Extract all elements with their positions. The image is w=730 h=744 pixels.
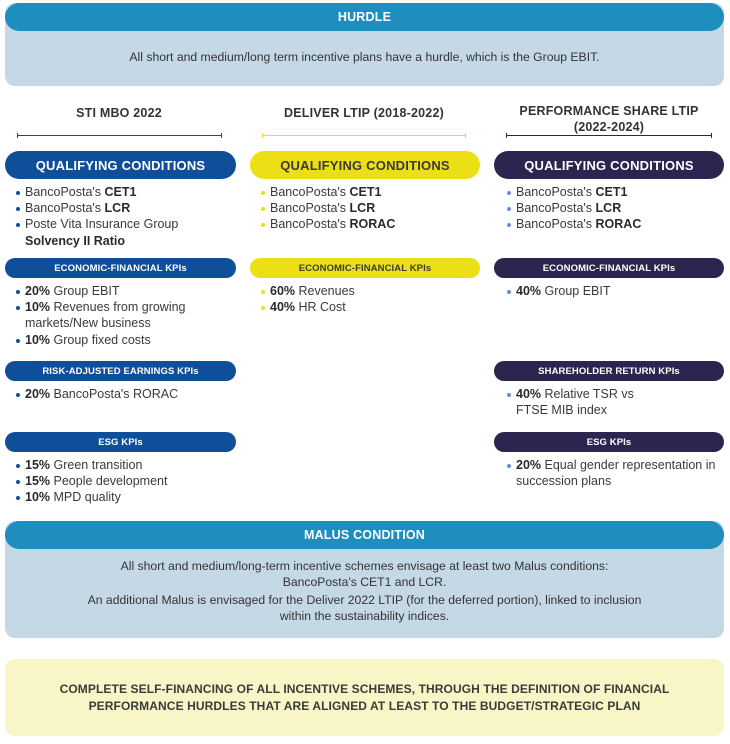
sti-esg-list [15, 457, 235, 506]
list-item: BancoPosta's CET1 [15, 184, 235, 200]
deliver-qualifying-title: QUALIFYING CONDITIONS [250, 151, 480, 179]
list-item: BancoPosta's CET1 [506, 184, 724, 200]
footer-line2: PERFORMANCE HURDLES THAT ARE ALIGNED AT LEAST TO THE BUDGET/STRATEGIC PLAN [88, 698, 641, 713]
psp-tsr-title: SHAREHOLDER RETURN KPIs [494, 361, 724, 381]
sti-risk-list [15, 386, 235, 402]
deliver-divider [262, 135, 466, 136]
psp-esg-title: ESG KPIs [494, 432, 724, 452]
list-item: 40% Group EBIT [506, 283, 724, 299]
list-item: 10% Group fixed costs [15, 332, 220, 348]
list-item: BancoPosta's LCR [260, 200, 478, 216]
sti-risk-title: RISK-ADJUSTED EARNINGS KPIs [5, 361, 236, 381]
malus-line2: BancoPosta's CET1 and LCR. [282, 574, 447, 589]
list-item: 15% Green transition [15, 457, 235, 473]
malus-panel [5, 521, 724, 638]
malus-text [5, 559, 724, 624]
deliver-qualifying-list [260, 184, 478, 233]
sti-econ-list [15, 283, 220, 348]
list-item: BancoPosta's LCR [506, 200, 724, 216]
psp-column-title [494, 103, 724, 135]
psp-econ-title: ECONOMIC-FINANCIAL KPIs [494, 258, 724, 278]
deliver-column-title: DELIVER LTIP (2018-2022) [284, 106, 444, 120]
list-item: 10% Revenues from growing markets/New business [15, 299, 220, 331]
deliver-econ-list [260, 283, 478, 315]
list-item: 20% Equal gender representation in succession plans [506, 457, 724, 489]
psp-divider [506, 135, 712, 136]
list-item: BancoPosta's RORAC [260, 216, 478, 232]
sti-esg-title: ESG KPIs [5, 432, 236, 452]
list-item: 15% People development [15, 473, 235, 489]
psp-title-line1: PERFORMANCE SHARE LTIP [519, 104, 699, 118]
psp-qualifying-title: QUALIFYING CONDITIONS [494, 151, 724, 179]
sti-divider [17, 135, 222, 136]
list-item: 20% BancoPosta's RORAC [15, 386, 235, 402]
list-item: 20% Group EBIT [15, 283, 220, 299]
psp-qualifying-list [506, 184, 724, 233]
sti-qualifying-list [15, 184, 235, 249]
footer-line1: COMPLETE SELF-FINANCING OF ALL INCENTIVE SCHEMES, THROUGH THE DEFINITION OF FINANCIAL [59, 681, 670, 696]
deliver-econ-title: ECONOMIC-FINANCIAL KPIs [250, 258, 480, 278]
malus-line3: An additional Malus is envisaged for the Deliver 2022 LTIP (for the deferred portion), linked to inclusion [87, 593, 642, 607]
self-financing-panel [5, 659, 724, 736]
list-item: 40% Relative TSR vs FTSE MIB index [506, 386, 656, 418]
list-item: 10% MPD quality [15, 489, 235, 505]
list-item: BancoPosta's LCR [15, 200, 235, 216]
psp-title-line2: (2022-2024) [573, 120, 645, 134]
list-item: BancoPosta's CET1 [260, 184, 478, 200]
sti-qualifying-title: QUALIFYING CONDITIONS [5, 151, 236, 179]
hurdle-title: HURDLE [5, 3, 724, 31]
hurdle-panel [5, 3, 724, 86]
sti-econ-title: ECONOMIC-FINANCIAL KPIs [5, 258, 236, 278]
hurdle-text: All short and medium/long term incentive plans have a hurdle, which is the Group EBIT. [129, 50, 600, 64]
psp-econ-list [506, 283, 724, 299]
malus-title: MALUS CONDITION [5, 521, 724, 549]
list-item: Poste Vita Insurance Group Solvency II Ratio [15, 216, 235, 248]
list-item: BancoPosta's RORAC [506, 216, 724, 232]
malus-line1: All short and medium/long-term incentive schemes envisage at least two Malus conditions: [120, 559, 609, 573]
sti-column-title: STI MBO 2022 [76, 106, 162, 120]
list-item: 60% Revenues [260, 283, 478, 299]
psp-esg-list [506, 457, 724, 489]
list-item: 40% HR Cost [260, 299, 478, 315]
malus-line4: within the sustainability indices. [279, 608, 450, 623]
psp-tsr-list [506, 386, 656, 418]
